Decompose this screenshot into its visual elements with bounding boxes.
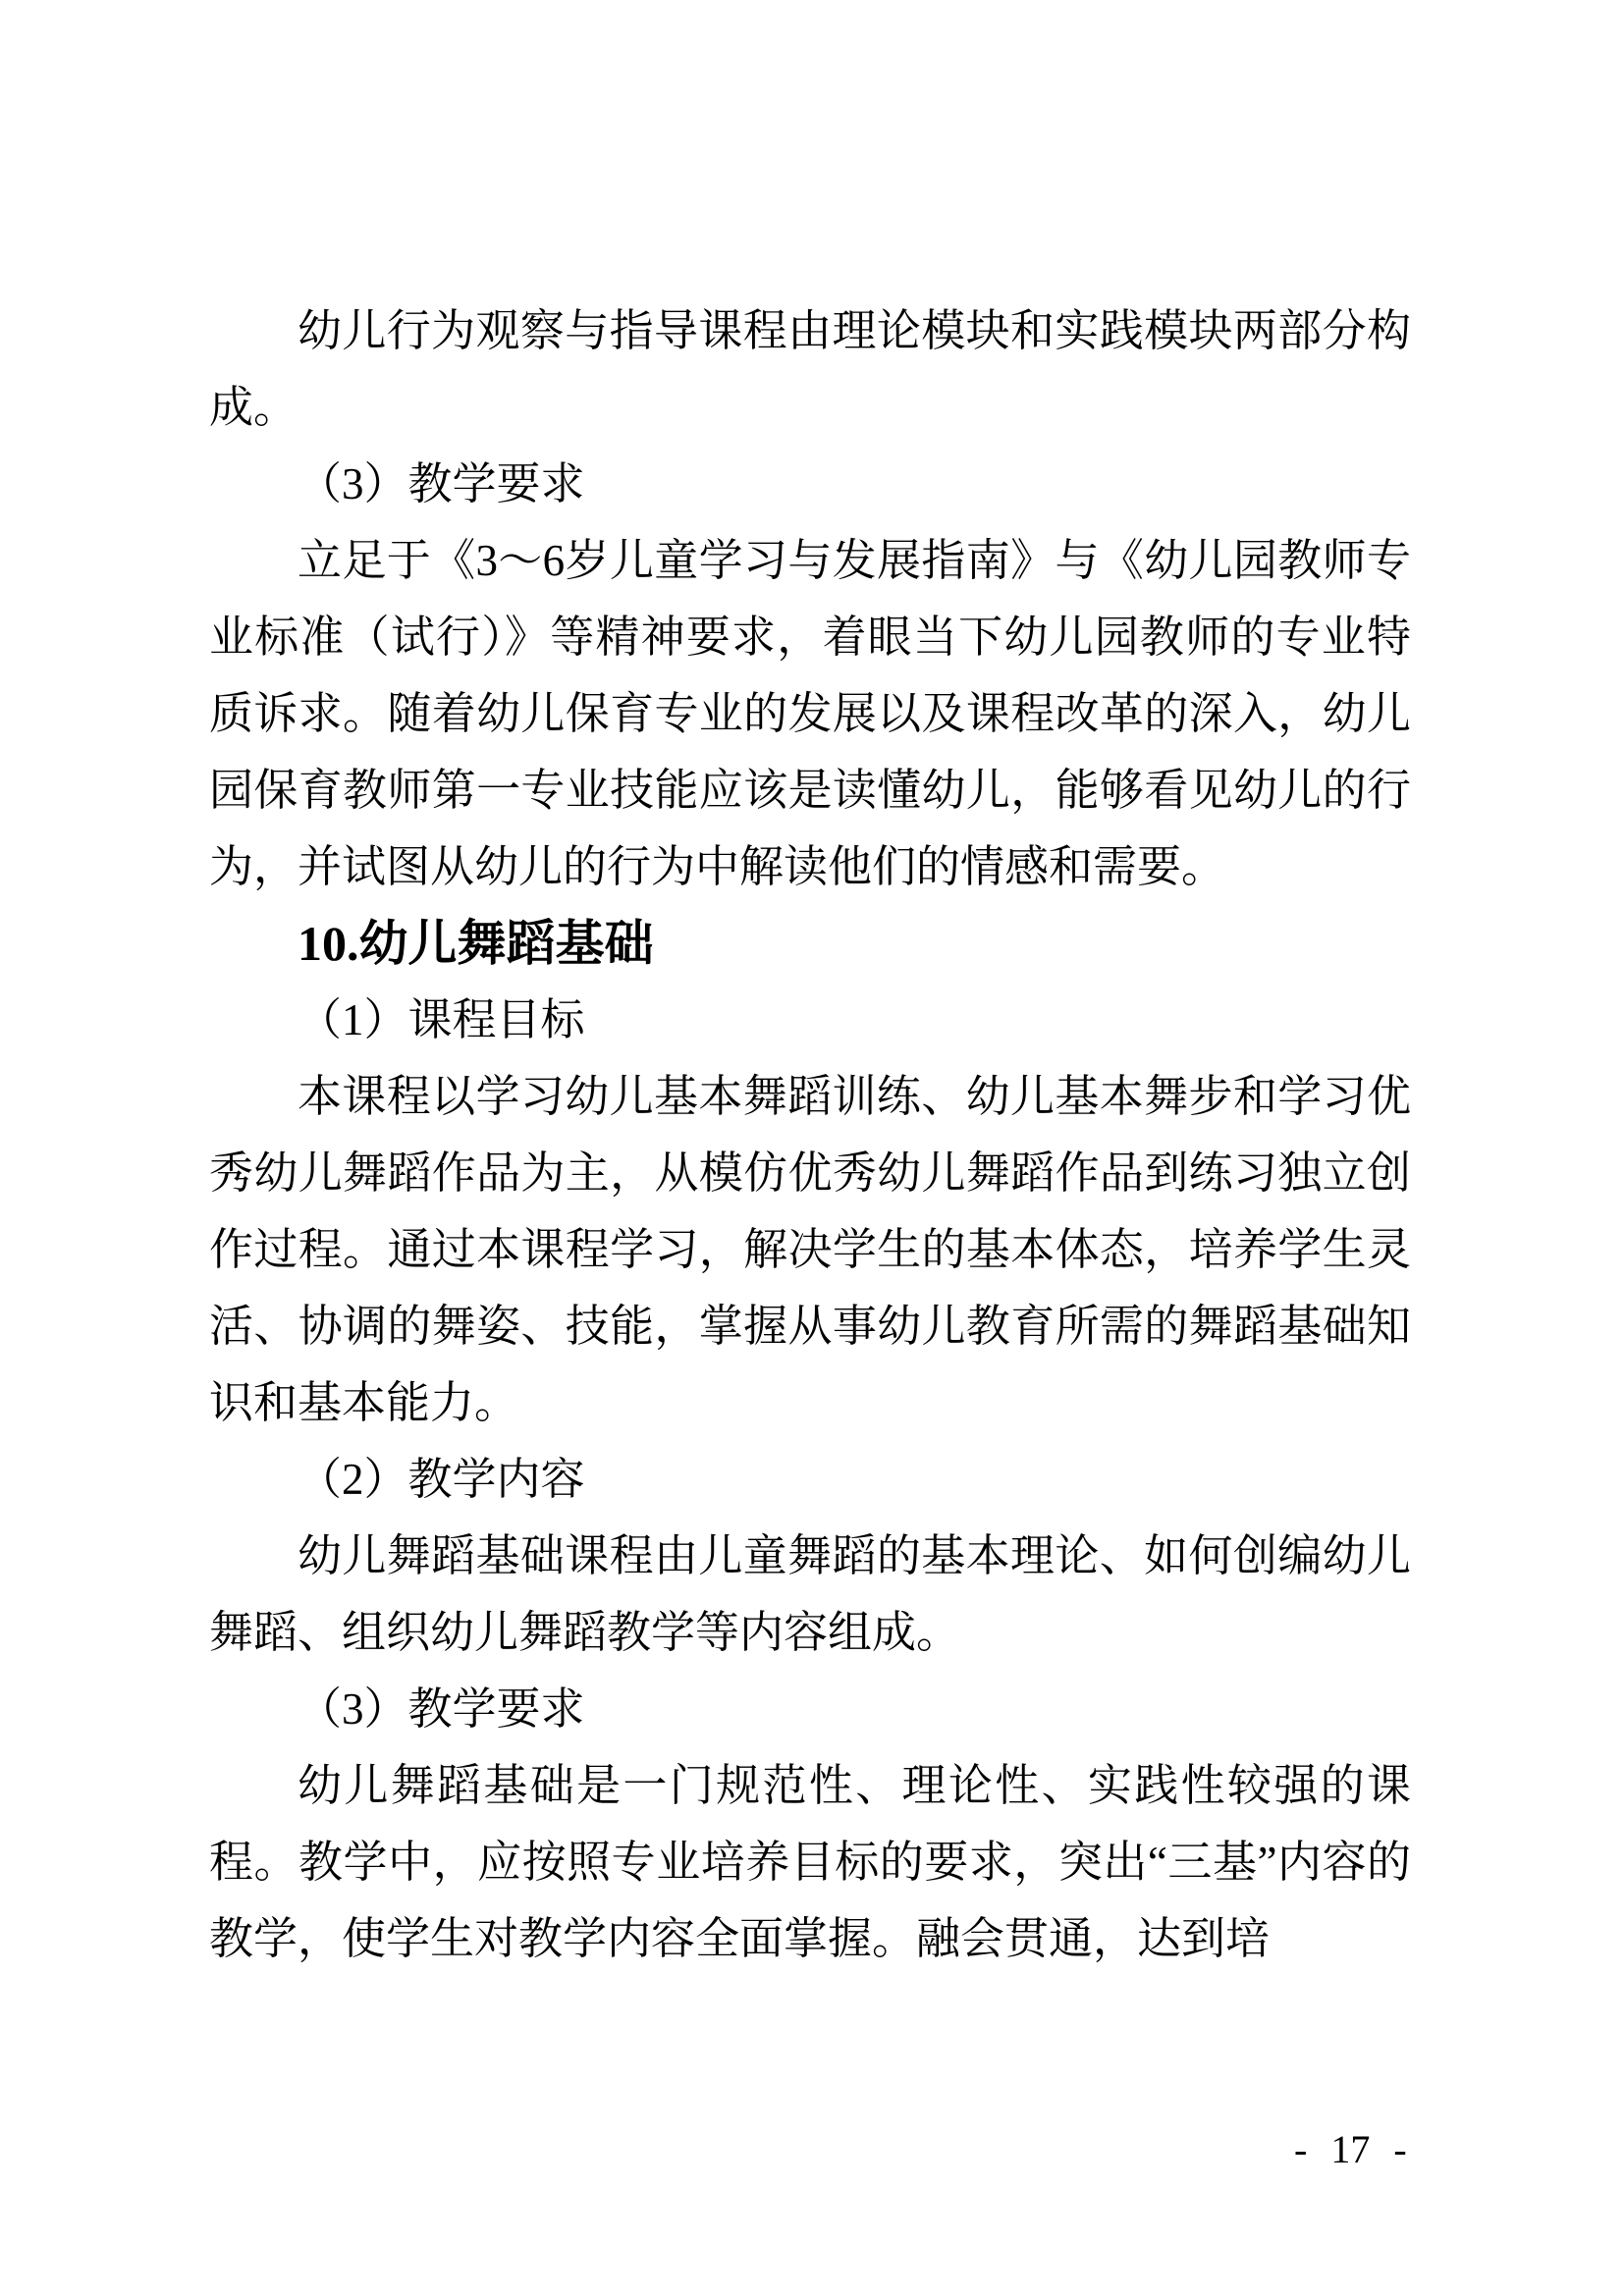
subsection-label: （1）课程目标 (298, 995, 585, 1044)
paragraph: 幼儿舞蹈基础是一门规范性、理论性、实践性较强的课程。教学中，应按照专业培养目标的要求，突出“三基”内容的教学，使学生对教学内容全面掌握。融会贯通，达到培 (209, 1761, 1411, 1963)
paragraph: 幼儿行为观察与指导课程由理论模块和实践模块两部分构成。 (209, 306, 1411, 432)
subsection-label: （2）教学内容 (298, 1455, 585, 1504)
subsection-label: （3）教学要求 (298, 1684, 585, 1734)
paragraph: 本课程以学习幼儿基本舞蹈训练、幼儿基本舞步和学习优秀幼儿舞蹈作品为主，从模仿优秀幼儿舞蹈作品到练习独立创作过程。通过本课程学习，解决学生的基本体态，培养学生灵活、协调的舞姿、技能，掌握从事幼儿教育所需的舞蹈基础知识和基本能力。 (209, 1072, 1411, 1427)
section-heading: 10.幼儿舞蹈基础 (298, 916, 654, 971)
paragraph: 幼儿舞蹈基础课程由儿童舞蹈的基本理论、如何创编幼儿舞蹈、组织幼儿舞蹈教学等内容组成。 (209, 1531, 1411, 1657)
page-number: - 17 - (1294, 2127, 1407, 2171)
document-body (209, 293, 1411, 1977)
subsection-label: （3）教学要求 (298, 459, 585, 508)
paragraph: 立足于《3～6岁儿童学习与发展指南》与《幼儿园教师专业标准（试行）》等精神要求，着眼当下幼儿园教师的专业特质诉求。随着幼儿保育专业的发展以及课程改革的深入，幼儿园保育教师第一专业技能应该是读懂幼儿，能够看见幼儿的行为，并试图从幼儿的行为中解读他们的情感和需要。 (209, 536, 1411, 891)
